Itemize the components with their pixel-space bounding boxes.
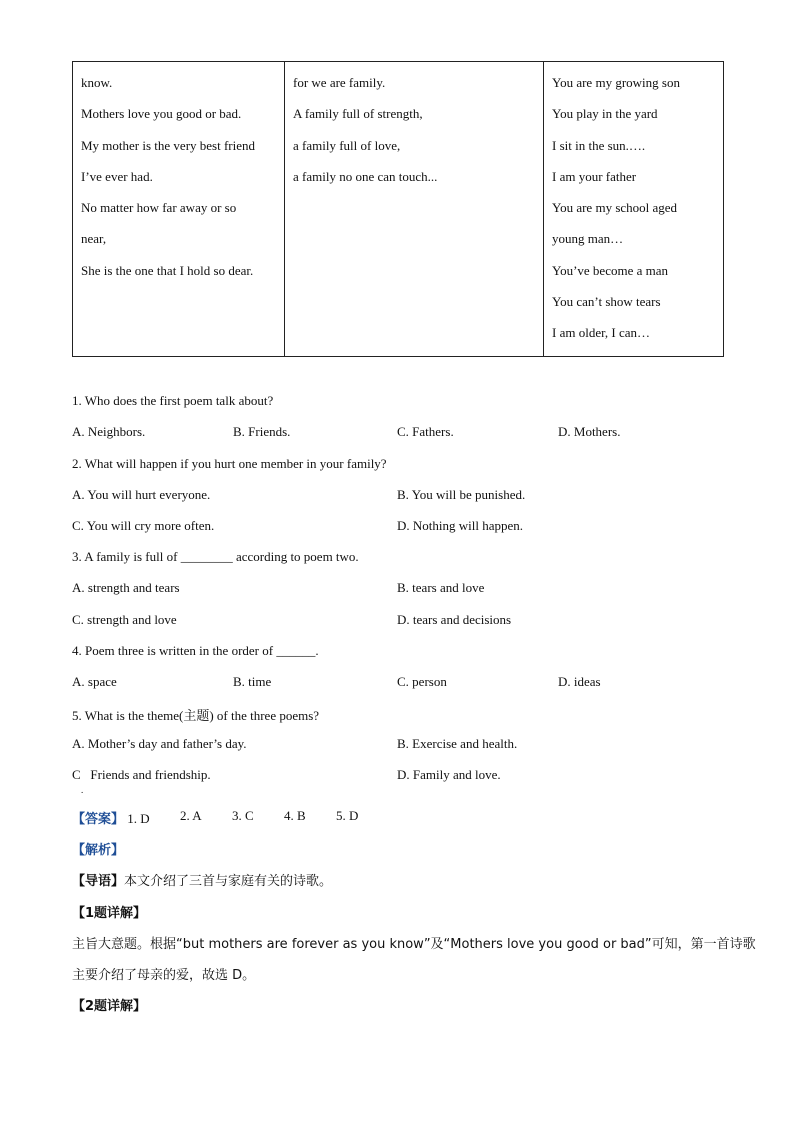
poem-line: You play in the yard — [552, 106, 658, 122]
poem-line: No matter how far away or so — [81, 200, 237, 216]
poem-three-cell — [544, 62, 724, 357]
poem-line: I am older, I can… — [552, 325, 651, 341]
guide-line — [72, 870, 332, 889]
poem-line: I’ve ever had. — [81, 168, 153, 184]
question-4-option-b: B. time — [233, 674, 272, 689]
poem-line: You are my school aged — [552, 200, 678, 216]
poem-line: A family full of strength, — [293, 106, 423, 122]
answer-item: 3. C — [232, 808, 254, 823]
question-4-option-d: D. ideas — [558, 674, 601, 689]
poem-line: You’ve become a man — [552, 262, 669, 278]
poem-line: a family full of love, — [293, 137, 401, 153]
poem-line: for we are family. — [293, 75, 386, 90]
poem-line: Mothers love you good or bad. — [81, 106, 242, 122]
question-2-option-d: D. Nothing will happen. — [397, 518, 524, 533]
question-4-stem: 4. Poem three is written in the order of ______. — [72, 643, 319, 658]
stray-mark: . — [81, 785, 84, 795]
answer-tag: 【答案】 — [72, 812, 125, 827]
question-1-option-a: A. Neighbors. — [72, 424, 146, 439]
poem-line: young man… — [552, 231, 624, 247]
question-1-option-c: C. Fathers. — [397, 424, 454, 439]
guide-tag: 【导语】 — [72, 874, 125, 889]
poem-table — [72, 61, 724, 357]
question-1-option-b: B. Friends. — [233, 424, 291, 439]
guide-text: 本文介绍了三首与家庭有关的诗歌。 — [124, 874, 333, 889]
question-5-option-d: D. Family and love. — [397, 767, 501, 782]
answer-item: 4. B — [284, 808, 306, 823]
question-2-option-a: A. You will hurt everyone. — [72, 487, 211, 502]
question-3-option-a: A. strength and tears — [72, 580, 180, 595]
poem-line: I am your father — [552, 168, 637, 184]
question-2-stem: 2. What will happen if you hurt one member in your family? — [72, 456, 387, 471]
question-5-option-a: A. Mother’s day and father’s day. — [72, 736, 247, 751]
answer-line — [72, 808, 150, 827]
q1-detail-line: 主要介绍了母亲的爱，故选 D。 — [72, 968, 256, 983]
poem-line: You are my growing son — [552, 75, 680, 90]
poem-two-cell — [285, 62, 544, 357]
poem-line: You can’t show tears — [552, 294, 661, 310]
poem-line: I sit in the sun.…. — [552, 137, 646, 153]
question-4-option-c: C. person — [397, 674, 447, 689]
poem-line: My mother is the very best friend — [81, 137, 256, 153]
question-2-option-c: C. You will cry more often. — [72, 518, 215, 533]
poem-one-cell — [73, 62, 285, 357]
question-3-option-c: C. strength and love — [72, 612, 177, 627]
question-5-stem: 5. What is the theme(主题) of the three poems? — [72, 708, 320, 723]
question-1-option-d: D. Mothers. — [558, 424, 621, 439]
question-5-option-c: C Friends and friendship. — [72, 767, 211, 782]
analysis-tag: 【解析】 — [72, 843, 125, 858]
question-3-option-b: B. tears and love — [397, 580, 485, 595]
poem-line: She is the one that I hold so dear. — [81, 262, 254, 278]
question-1-stem: 1. Who does the first poem talk about? — [72, 393, 274, 408]
q1-detail-title: 【1题详解】 — [72, 906, 147, 921]
answer-item: 1. D — [127, 811, 150, 826]
poem-line: a family no one can touch... — [293, 168, 438, 184]
question-2-option-b: B. You will be punished. — [397, 487, 526, 502]
question-3-stem: 3. A family is full of ________ according to poem two. — [72, 549, 359, 564]
q1-detail-line: 主旨大意题。根据“but mothers are forever as you know”及“Mothers love you good or bad”可知，第一首诗歌 — [72, 937, 756, 952]
question-4-option-a: A. space — [72, 674, 117, 689]
question-5-option-b: B. Exercise and health. — [397, 736, 518, 751]
answer-item: 2. A — [180, 808, 202, 823]
answer-item: 5. D — [336, 808, 359, 823]
question-3-option-d: D. tears and decisions — [397, 612, 512, 627]
q2-detail-title: 【2题详解】 — [72, 999, 147, 1014]
poem-line: know. — [81, 75, 113, 90]
poem-line: near, — [81, 231, 107, 247]
